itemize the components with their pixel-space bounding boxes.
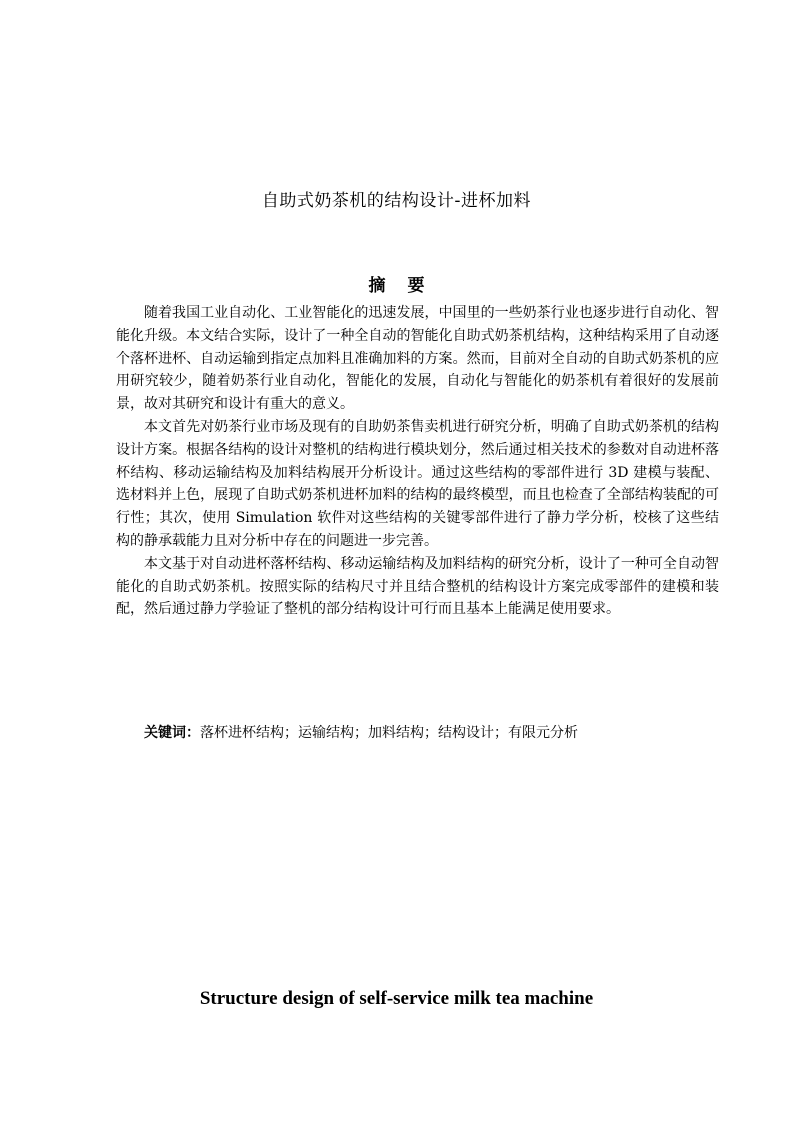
english-title: Structure design of self-service milk tea machine: [199, 988, 594, 1009]
abstract-heading: 摘要: [368, 276, 447, 296]
keywords-label: 关键词：: [144, 725, 200, 741]
keywords-line: [144, 722, 719, 744]
abstract-paragraph-3: 本文基于对自动进杯落杯结构、移动运输结构及加料结构的研究分析，设计了一种可全自动智能化的自助式奶茶机。按照实际的结构尺寸并且结合整机的结构设计方案完成零部件的建模和装配，然后通过静力学验证了整机的部分结构设计可行而且基本上能满足使用要求。: [116, 555, 719, 618]
chinese-title: 自助式奶茶机的结构设计-进杯加料: [261, 191, 532, 211]
abstract-paragraph-2: 本文首先对奶茶行业市场及现有的自助奶茶售卖机进行研究分析，明确了自助式奶茶机的结构设计方案。根据各结构的设计对整机的结构进行模块划分，然后通过相关技术的参数对自动进杯落杯结构、移动运输结构及加料结构展开分析设计。通过这些结构的零部件进行 3D 建模与装配、选材料并上色，展现了自助式奶茶机进杯加料的结构的最终模型，而且也检查了全部结构装配的可行性；其次，使用 Simulation 软件对这些结构的关键零部件进行了静力学分析，校核了这些结构的静承载能力且对分析中存在的问题进一步完善。: [116, 418, 719, 549]
abstract-paragraph-1: 随着我国工业自动化、工业智能化的迅速发展，中国里的一些奶茶行业也逐步进行自动化、智能化升级。本文结合实际，设计了一种全自动的智能化自助式奶茶机结构，这种结构采用了自动逐个落杯进杯、自动运输到指定点加料且准确加料的方案。然而，目前对全自动的自助式奶茶机的应用研究较少，随着奶茶行业自动化，智能化的发展，自动化与智能化的奶茶机有着很好的发展前景，故对其研究和设计有重大的意义。: [116, 305, 719, 413]
keywords-text: 落杯进杯结构；运输结构；加料结构；结构设计；有限元分析: [200, 725, 578, 741]
abstract-body: [116, 302, 719, 621]
